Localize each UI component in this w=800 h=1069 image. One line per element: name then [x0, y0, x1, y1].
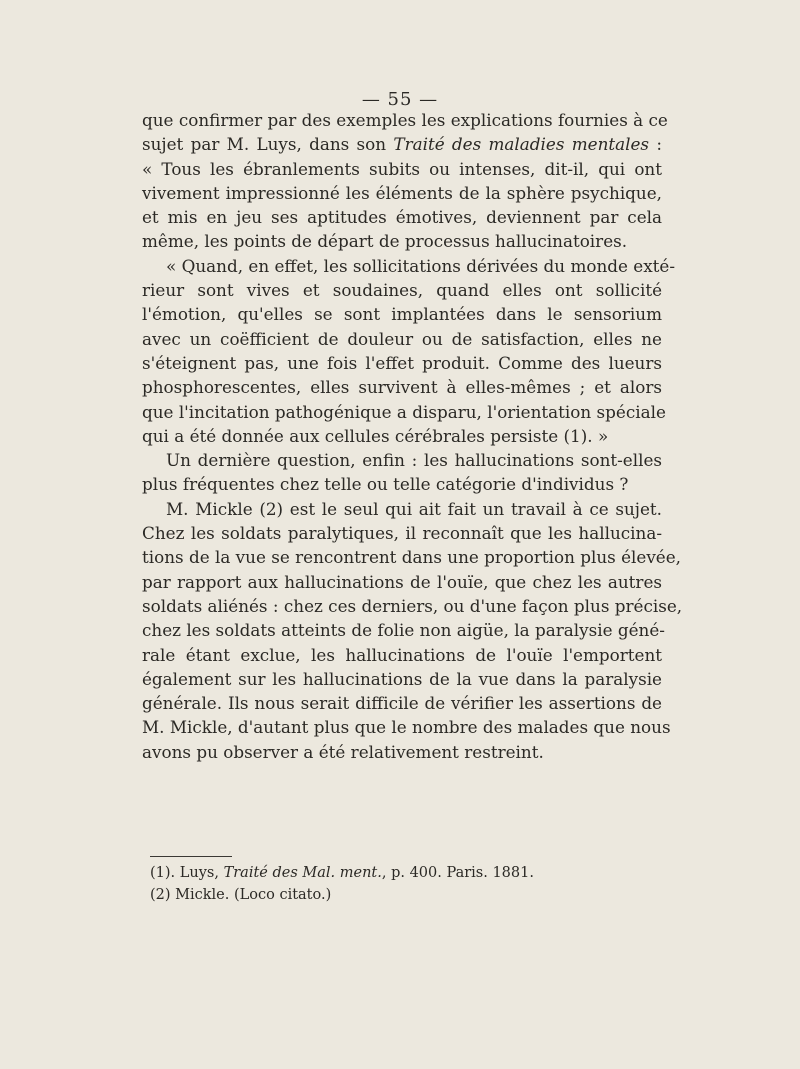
text-line: chez les soldats atteints de folie non aigüe, la paralysie géné-: [142, 620, 665, 641]
body-text: [142, 108, 683, 764]
text-segment: :: [649, 134, 662, 155]
footnote-text: , p. 400. Paris. 1881.: [381, 865, 534, 881]
text-line: plus fréquentes chez telle ou telle catégorie d'individus ?: [142, 474, 629, 495]
text-line: tions de la vue se rencontrent dans une proportion plus élevée,: [142, 547, 682, 568]
text-line: qui a été donnée aux cellules cérébrales persiste (1). »: [142, 425, 609, 446]
text-line: rieur sont vives et soudaines, quand elles ont sollicité: [142, 280, 662, 301]
text-line: M. Mickle (2) est le seul qui ait fait un travail à ce sujet.: [166, 498, 662, 519]
text-line: rale étant exclue, les hallucinations de l'ouïe l'emportent: [142, 644, 662, 665]
page-number: — 55 —: [361, 89, 439, 110]
text-line: que confirmer par des exemples les explications fournies à ce: [142, 110, 668, 130]
text-line: phosphorescentes, elles survivent à elles-mêmes ; et alors: [142, 377, 662, 398]
text-line: s'éteignent pas, une fois l'effet produit. Comme des lueurs: [142, 352, 662, 373]
text-line: M. Mickle, d'autant plus que le nombre des malades que nous: [142, 717, 671, 738]
text-line: que l'incitation pathogénique a disparu, l'orientation spéciale: [142, 401, 666, 422]
text-line: avons pu observer a été relativement restreint.: [142, 741, 544, 762]
text-line: avec un coëfficient de douleur ou de satisfaction, elles ne: [142, 328, 662, 349]
text-line: générale. Ils nous serait difficile de vérifier les assertions de: [142, 693, 662, 714]
footnote-2: [150, 884, 570, 906]
footnote-title: Traité des Mal. ment.: [223, 865, 382, 881]
text-line: soldats aliénés : chez ces derniers, ou d'une façon plus précise,: [142, 595, 683, 616]
text-line: même, les points de départ de processus hallucinatoires.: [142, 231, 628, 252]
text-line: Chez les soldats paralytiques, il reconnaît que les hallucina-: [142, 523, 662, 544]
text-line: [142, 132, 662, 156]
text-line: Un dernière question, enfin : les hallucinations sont-elles: [166, 450, 662, 471]
text-line: l'émotion, qu'elles se sont implantées dans le sensorium: [142, 304, 662, 325]
footnote-text: (2) Mickle. (Loco citato.): [150, 887, 332, 903]
text-line: par rapport aux hallucinations de l'ouïe, que chez les autres: [142, 571, 662, 592]
text-line: « Quand, en effet, les sollicitations dérivées du monde exté-: [166, 255, 676, 276]
footnote-1: [150, 862, 570, 884]
text-line: et mis en jeu ses aptitudes émotives, deviennent par cela: [142, 207, 662, 228]
book-title: Traité des maladies mentales: [393, 134, 650, 155]
footnote-divider: [150, 856, 232, 857]
text-segment: sujet par M. Luys, dans son: [142, 134, 394, 155]
text-line: « Tous les ébranlements subits ou intenses, dit-il, qui ont: [142, 158, 662, 179]
footnotes: [150, 862, 570, 906]
text-line: également sur les hallucinations de la vue dans la paralysie: [142, 668, 662, 689]
text-line: vivement impressionné les éléments de la sphère psychique,: [142, 182, 662, 203]
footnote-text: (1). Luys,: [150, 865, 224, 881]
